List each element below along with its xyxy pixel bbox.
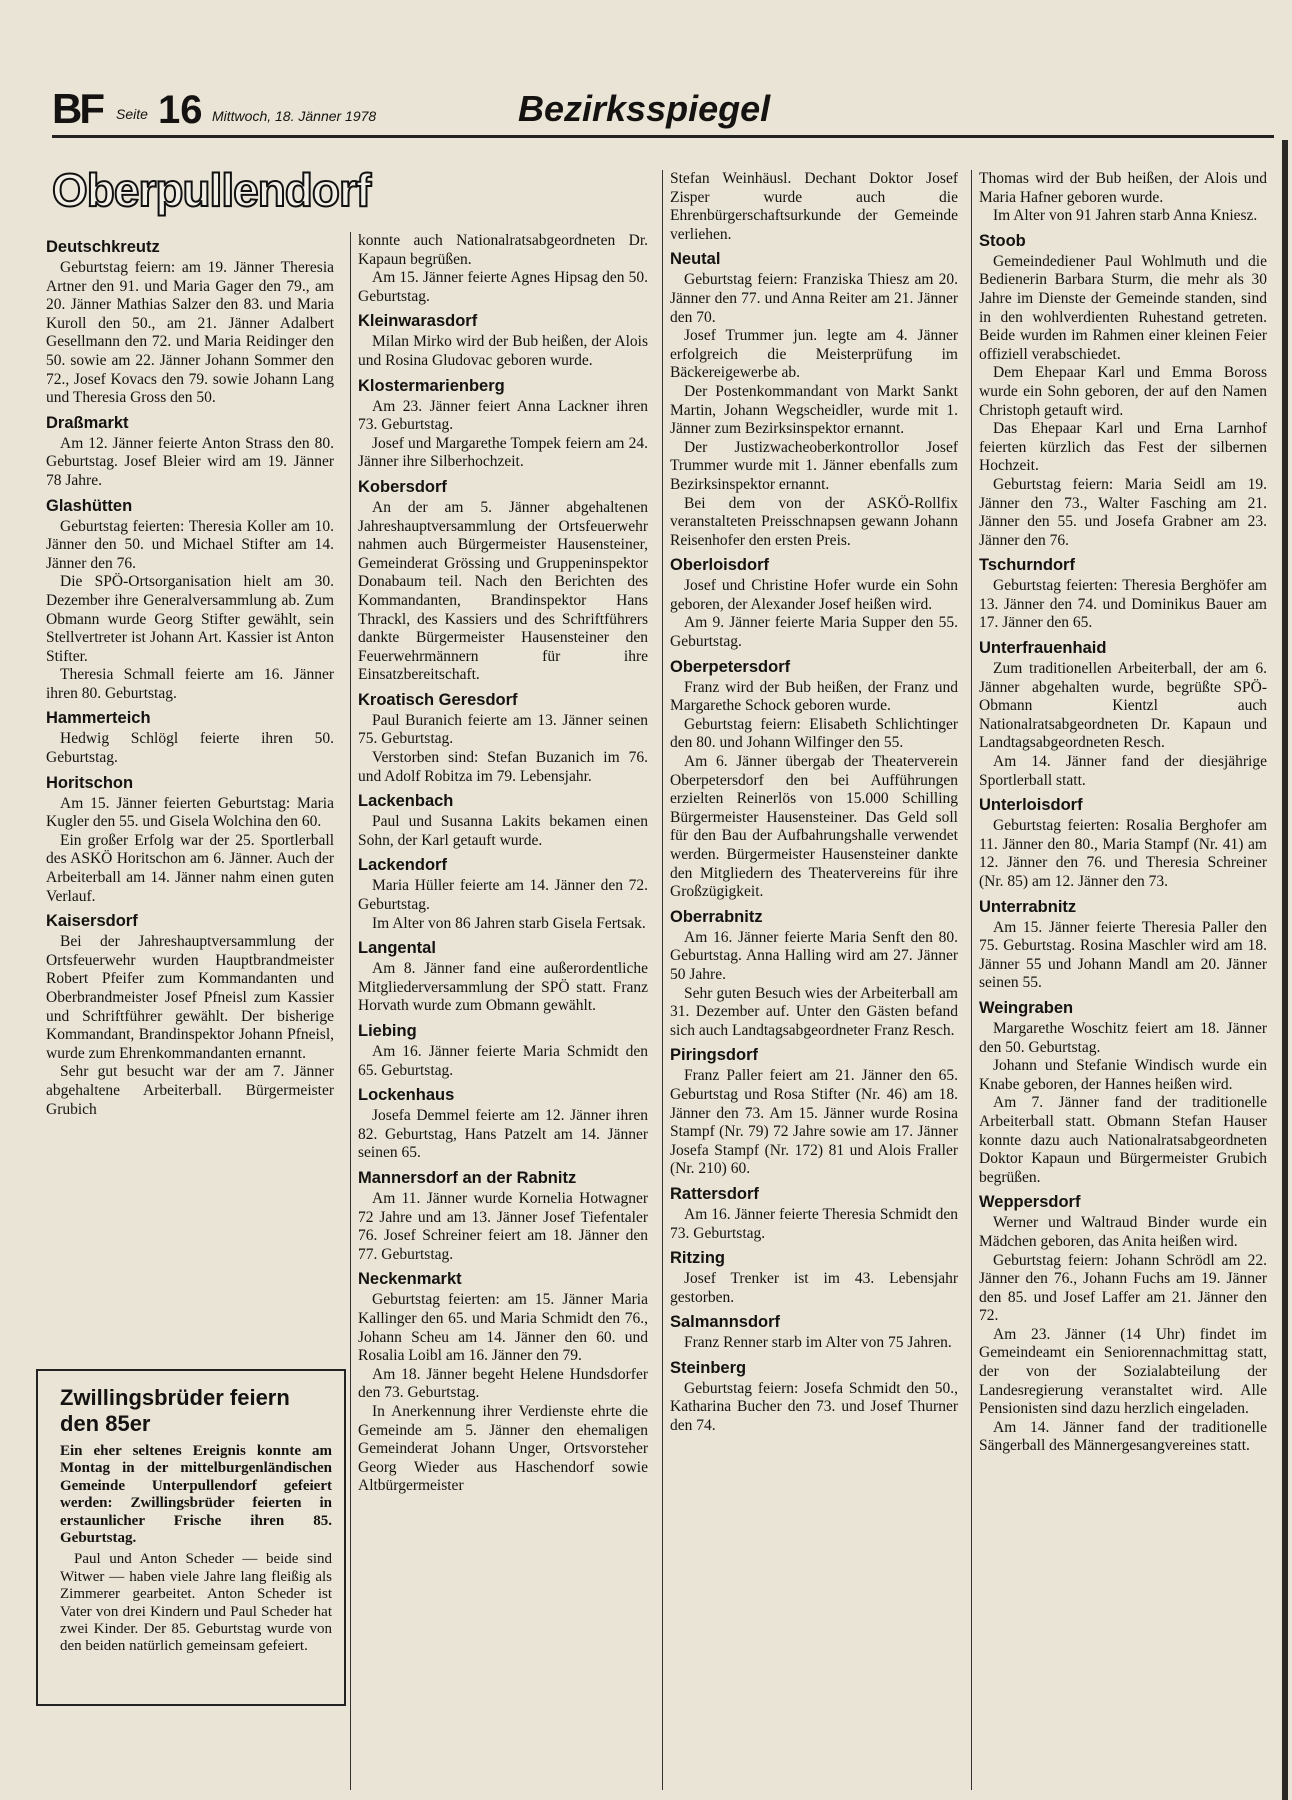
article <box>358 1168 648 1264</box>
place-heading: Draßmarkt <box>46 413 129 432</box>
article-paragraph: Am 7. Jänner fand der traditionelle Arbeiterball statt. Obmann Stefan Hauser konnte dazu auch Nationalratsabgeordneten Doktor Kapaun und Bürgermeister Grubich begrüßen. <box>979 1094 1267 1186</box>
article-paragraph: Am 15. Jänner feierten Geburtstag: Maria Kugler den 55. und Gisela Wolchina den 60. <box>46 794 334 831</box>
article-paragraph: Am 15. Jänner feierte Agnes Hipsag den 50. Geburtstag. <box>358 269 648 305</box>
article-paragraph: Maria Hüller feierte am 14. Jänner den 72. Geburtstag. <box>358 877 648 914</box>
place-heading: Hammerteich <box>46 709 151 728</box>
article-paragraph: Sehr gut besucht war der am 7. Jänner abgehaltene Arbeiterball. Bürgermeister Grubich <box>46 1063 334 1118</box>
article-paragraph: Bei der Jahreshauptversammlung der Ortsfeuerwehr wurden Hauptbrandmeister Robert Pfeifer zum Kommandanten und Oberbrandmeister Josef Pfneisl zum Kassier und Schriftführer gewählt. Der bisherige Kommandant, Brandinspektor Johann Pfneisl, wurde zum Ehrenkommandanten ernannt. <box>46 933 334 1062</box>
article-paragraph: Dem Ehepaar Karl und Emma Boross wurde ein Sohn geboren, der auf den Namen Christoph getauft wird. <box>979 364 1267 419</box>
place-heading: Lackenbach <box>358 792 454 811</box>
place-heading: Deutschkreutz <box>46 238 160 256</box>
article-paragraph: Gemeindediener Paul Wohlmuth und die Bedienerin Barbara Sturm, die mehr als 30 Jahre im Dienste der Gemeinde standen, sind in den wohlverdienten Ruhestand getreten. Beide wurden im Rahmen einer kleinen Feier offiziell verabschiedet. <box>979 252 1267 363</box>
article-paragraph: Geburtstag feierten: am 15. Jänner Maria Kallinger den 65. und Maria Schmidt den 76., Johann Scheu am 14. Jänner den 60. und Rosalia Loibl am 16. Jänner den 79. <box>358 1291 648 1365</box>
page-label: Seite <box>116 106 148 122</box>
place-heading: Liebing <box>358 1022 417 1040</box>
feature-body: Paul und Anton Scheder — beide sind Witwer — haben viele Jahre lang fleißig als Zimmerer gearbeitet. Anton Scheder ist Vater von drei Kindern und Paul Scheder hat zwei Kinder. Der 85. Geburtstag wurde von den beiden natürlich gemeinsam gefeiert. <box>60 1551 332 1655</box>
article-paragraph: Hedwig Schlögl feierte ihren 50. Geburtstag. <box>46 730 334 767</box>
article-paragraph: Geburtstag feiern: am 19. Jänner Theresia Artner den 91. und Maria Gager den 79., am 20. Jänner Mathias Salzer den 83. und Maria Kuroll den 50., am 21. Jänner Adalbert Gesellmann den 72. und Maria Reidinger den 50. sowie am 22. Jänner Johann Sommer den 72., Josef Kovacs den 79. sowie Johann Lang und Theresia Gross den 50. <box>46 259 334 407</box>
brand-logo: BF <box>52 85 102 132</box>
district-masthead: Oberpullendorf <box>52 164 371 216</box>
feature-headline: Zwillingsbrüder feiern den 85er <box>60 1385 290 1436</box>
place-heading: Unterloisdorf <box>979 796 1083 815</box>
article-paragraph: Geburtstag feierten: Theresia Berghöfer am 13. Jänner den 74. und Dominikus Bauer am 17. Jänner den 65. <box>979 577 1267 632</box>
article-paragraph: Margarethe Woschitz feiert am 18. Jänner den 50. Geburtstag. <box>979 1019 1267 1056</box>
article-paragraph: Stefan Weinhäusl. Dechant Doktor Josef Zisper wurde auch die Ehrenbürgerschaftsurkunde der Gemeinde verliehen. <box>670 170 958 243</box>
article-paragraph: Am 14. Jänner fand der diesjährige Sportlerball statt. <box>979 753 1267 789</box>
article-paragraph: Zum traditionellen Arbeiterball, der am 6. Jänner abgehalten wurde, begrüßte SPÖ-Obmann Kientzl auch Nationalratsabgeordneten Dr. Kapaun und Landtagsabgeordneten Resch. <box>979 660 1267 752</box>
article-paragraph: An der am 5. Jänner abgehaltenen Jahreshauptversammlung der Ortsfeuerwehr nahmen auch Bürgermeister Hausensteiner, Gemeinderat Grössing und Gruppeninspektor Donabaum teil. Nach den Berichten des Kommandanten, Brandinspektor Hans Thrackl, des Kassiers und des Schriftführers dankte Bürgermeister Hausensteiner den Feuerwehrmännern für ihre Einsatzbereitschaft. <box>358 498 648 684</box>
header-rule <box>52 135 1274 138</box>
place-heading: Unterrabnitz <box>979 897 1077 916</box>
article <box>670 1312 958 1353</box>
article <box>358 376 648 472</box>
article <box>670 1184 958 1243</box>
article-paragraph: Geburtstag feiern: Johann Schrödl am 22. Jänner den 76., Johann Fuchs am 19. Jänner den 85. und Josef Laffer am 21. Jänner den 72. <box>979 1251 1267 1325</box>
article-paragraph: Josef und Christine Hofer wurde ein Sohn geboren, der Alexander Josef heißen wird. <box>670 577 958 613</box>
article-paragraph: Geburtstag feierten: Rosalia Berghofer am 11. Jänner den 80., Maria Stampf (Nr. 41) am 12. Jänner den 76. und Theresia Schreiner (Nr. 85) am 12. Jänner den 73. <box>979 817 1267 890</box>
article-paragraph: Am 6. Jänner übergab der Theaterverein Oberpetersdorf den bei Aufführungen erzielten Reinerlös von 15.000 Schilling Bürgermeister Hausensteiner. Das Geld soll für den Bau der Aufbahrungshalle verwendet werden. Bürgermeister Hausensteiner dankte den Mitgliedern des Theatervereins für ihre Großzügigkeit. <box>670 753 958 901</box>
place-heading: Piringsdorf <box>670 1046 759 1065</box>
article-paragraph: konnte auch Nationalratsabgeordneten Dr. Kapaun begrüßen. <box>358 232 648 268</box>
article <box>46 237 334 408</box>
section-title: Bezirksspiegel <box>518 88 771 129</box>
article-paragraph: Am 16. Jänner feierte Maria Senft den 80. Geburtstag. Anna Halling wird am 27. Jänner 50 Jahre. <box>670 928 958 983</box>
article <box>670 170 958 244</box>
article <box>979 555 1267 633</box>
article <box>670 1248 958 1307</box>
article-paragraph: Das Ehepaar Karl und Erna Larnhof feierten kürzlich das Fest der silbernen Hochzeit. <box>979 420 1267 475</box>
article-paragraph: Franz Paller feiert am 21. Jänner den 65. Geburtstag und Rosa Stifter (Nr. 46) am 18. Jänner den 73. Am 15. Jänner wurde Rosina Stampf (Nr. 79) 72 Jahre sowie am 17. Jänner Josefa Stampf (Nr. 172) 81 und Alois Fraller (Nr. 210) 60. <box>670 1067 958 1178</box>
article-paragraph: Franz wird der Bub heißen, der Franz und Margarethe Schock geboren wurde. <box>670 678 958 715</box>
article-paragraph: Geburtstag feiern: Maria Seidl am 19. Jänner den 73., Walter Fasching am 21. Jänner den 55. und Josefa Grabner am 23. Jänner den 76. <box>979 475 1267 549</box>
article-paragraph: Im Alter von 91 Jahren starb Anna Kniesz. <box>993 207 1258 225</box>
article <box>358 855 648 933</box>
article-paragraph: Theresia Schmall feierte am 16. Jänner ihren 80. Geburtstag. <box>46 666 334 702</box>
article <box>358 690 648 786</box>
column-divider <box>662 170 663 1790</box>
article <box>670 657 958 902</box>
article-paragraph: Thomas wird der Bub heißen, der Alois und Maria Hafner geboren wurde. <box>979 170 1267 206</box>
article-paragraph: Am 8. Jänner fand eine außerordentliche Mitgliederversammlung der SPÖ statt. Franz Horvath wurde zum Obmann gewählt. <box>358 960 648 1015</box>
article-paragraph: Ein großer Erfolg war der 25. Sportlerball des ASKÖ Horitschon am 6. Jänner. Auch der Arbeiterball am 14. Jänner nahm einen guten Verlauf. <box>46 831 334 905</box>
place-heading: Lockenhaus <box>358 1086 455 1105</box>
article <box>358 938 648 1016</box>
page-header <box>52 86 1262 138</box>
place-heading: Horitschon <box>46 773 134 792</box>
place-heading: Langental <box>358 939 436 958</box>
place-heading: Steinberg <box>670 1358 747 1377</box>
article-column <box>46 232 334 1352</box>
issue-date: Mittwoch, 18. Jänner 1978 <box>212 108 377 124</box>
article-paragraph: Josef Trenker ist im 43. Lebensjahr gestorben. <box>670 1270 958 1306</box>
place-heading: Kleinwarasdorf <box>358 312 478 331</box>
article-paragraph: Der Postenkommandant von Markt Sankt Martin, Johann Wegscheidler, wurde mit 1. Jänner zum Bezirksinspektor ernannt. <box>670 382 958 438</box>
feature-lead: Ein eher seltenes Ereignis konnte am Montag in der mittelburgenländischen Gemeinde Unterpullendorf gefeiert werden: Zwillingsbrüder feierten in erstaunlicher Frische ihren 85. Geburtstag. <box>60 1443 332 1547</box>
article <box>358 232 648 306</box>
page-edge-band <box>1282 140 1288 1800</box>
article <box>358 1085 648 1163</box>
article-paragraph: Der Justizwacheoberkontrollor Josef Trummer wurde mit 1. Jänner ebenfalls zum Bezirksinspektor ernannt. <box>670 438 958 493</box>
article-paragraph: Johann und Stefanie Windisch wurde ein Knabe geboren, der Hannes heißen wird. <box>979 1057 1267 1093</box>
place-heading: Oberrabnitz <box>670 907 763 926</box>
article <box>358 477 648 685</box>
place-heading: Klostermarienberg <box>358 376 505 395</box>
place-heading: Weppersdorf <box>979 1193 1081 1212</box>
article-paragraph: Geburtstag feiern: Josefa Schmidt den 50., Katharina Bucher den 73. und Josef Thurner den 74. <box>670 1379 958 1435</box>
article-paragraph: Am 12. Jänner feierte Anton Strass den 80. Geburtstag. Josef Bleier wird am 19. Jänner 78 Jahre. <box>46 434 334 489</box>
article <box>46 496 334 704</box>
place-heading: Unterfrauenhaid <box>979 639 1107 658</box>
place-heading: Stoob <box>979 231 1026 250</box>
article-paragraph: Am 18. Jänner begeht Helene Hundsdorfer den 73. Geburtstag. <box>358 1365 648 1402</box>
article <box>979 638 1267 790</box>
article <box>979 795 1267 891</box>
article-paragraph: Im Alter von 86 Jahren starb Gisela Fertsak. <box>372 914 646 932</box>
place-heading: Tschurndorf <box>979 556 1075 575</box>
article-paragraph: Josef und Margarethe Tompek feiern am 24. Jänner ihre Silberhochzeit. <box>358 434 648 471</box>
article-paragraph: Geburtstag feiern: Elisabeth Schlichtinger den 80. und Johann Wilfinger den 55. <box>670 715 958 752</box>
place-heading: Glashütten <box>46 496 133 515</box>
article-paragraph: Sehr guten Besuch wies der Arbeiterball am 31. Dezember auf. Unter den Gästen befand sich auch Landtagsabgeordneter Franz Resch. <box>670 984 958 1039</box>
place-heading: Weingraben <box>979 998 1074 1017</box>
article-paragraph: Milan Mirko wird der Bub heißen, der Alois und Rosina Gludovac geboren wurde. <box>358 333 648 369</box>
place-heading: Salmannsdorf <box>670 1313 781 1332</box>
article-paragraph: Josef Trummer jun. legte am 4. Jänner erfolgreich die Meisterprüfung im Bäckereigewerbe ab. <box>670 327 958 382</box>
place-heading: Neutal <box>670 250 721 269</box>
article-paragraph: Am 15. Jänner feierte Theresia Paller den 75. Geburtstag. Rosina Maschler wird am 18. Jänner 55 und Johann Mandl am 20. Jänner seinen 55. <box>979 918 1267 992</box>
article-paragraph: Am 14. Jänner fand der traditionelle Sängerball des Männergesangvereines statt. <box>979 1418 1267 1455</box>
article-paragraph: Paul Buranich feierte am 13. Jänner seinen 75. Geburtstag. <box>358 711 648 748</box>
article <box>670 907 958 1041</box>
place-heading: Oberpetersdorf <box>670 657 791 676</box>
article <box>46 911 334 1119</box>
place-heading: Mannersdorf an der Rabnitz <box>358 1168 577 1187</box>
article-paragraph: Am 11. Jänner wurde Kornelia Hotwagner 72 Jahre und am 13. Jänner Josef Tiefentaler 76. Josef Schreiner feiert am 18. Jänner den 77. Geburtstag. <box>358 1189 648 1263</box>
article <box>979 1192 1267 1456</box>
article <box>358 1021 648 1080</box>
article-column <box>670 170 958 1790</box>
article-column <box>358 232 648 1790</box>
article-paragraph: Verstorben sind: Stefan Buzanich im 76. und Adolf Robitza im 79. Lebensjahr. <box>358 749 648 785</box>
article <box>979 231 1267 551</box>
article <box>670 555 958 651</box>
article <box>979 170 1267 226</box>
article <box>46 773 334 907</box>
article-paragraph: Am 23. Jänner (14 Uhr) findet im Gemeindeamt ein Seniorennachmittag statt, der von der Sozialabteilung der Landesregierung veranstaltet wird. Alle Pensionisten sind dazu herzlich eingeladen. <box>979 1325 1267 1418</box>
article <box>358 311 648 370</box>
column-divider <box>971 170 972 1790</box>
article <box>979 998 1267 1187</box>
page-number: 16 <box>158 88 203 132</box>
article <box>46 413 334 491</box>
place-heading: Rattersdorf <box>670 1184 759 1203</box>
article-paragraph: Am 23. Jänner feiert Anna Lackner ihren 73. Geburtstag. <box>358 397 648 434</box>
place-heading: Lackendorf <box>358 856 447 875</box>
article <box>670 1045 958 1179</box>
article <box>46 708 334 767</box>
article <box>670 1358 958 1436</box>
article-paragraph: Am 16. Jänner feierte Theresia Schmidt den 73. Geburtstag. <box>670 1205 958 1242</box>
article <box>670 249 958 550</box>
article <box>358 1269 648 1496</box>
article <box>358 791 648 850</box>
article-paragraph: Am 9. Jänner feierte Maria Supper den 55. Geburtstag. <box>670 614 958 651</box>
place-heading: Kobersdorf <box>358 477 447 496</box>
article-paragraph: Am 16. Jänner feierte Maria Schmidt den 65. Geburtstag. <box>358 1043 648 1079</box>
article-paragraph: Geburtstag feiern: Franziska Thiesz am 20. Jänner den 77. und Anna Reiter am 21. Jänner den 70. <box>670 271 958 326</box>
article-paragraph: Paul und Susanna Lakits bekamen einen Sohn, der Karl getauft wurde. <box>358 813 648 849</box>
place-heading: Kaisersdorf <box>46 912 138 931</box>
column-divider <box>350 232 351 1790</box>
article <box>979 897 1267 993</box>
place-heading: Ritzing <box>670 1249 725 1268</box>
article-column <box>979 170 1267 1790</box>
article-paragraph: Josefa Demmel feierte am 12. Jänner ihren 82. Geburtstag, Hans Patzelt am 14. Jänner seinen 65. <box>358 1107 648 1162</box>
article-paragraph: Bei dem von der ASKÖ-Rollfix veranstalteten Preisschnapsen gewann Johann Reisenhofer den ersten Preis. <box>670 494 958 549</box>
article-paragraph: Franz Renner starb im Alter von 75 Jahren. <box>684 1334 952 1352</box>
place-heading: Oberloisdorf <box>670 556 770 575</box>
article-paragraph: In Anerkennung ihrer Verdienste ehrte die Gemeinde am 5. Jänner den ehemaligen Gemeinderat Johann Unger, Ortsvorsteher Georg Wieder aus Haschendorf sowie Altbürgermeister <box>358 1402 648 1495</box>
place-heading: Kroatisch Geresdorf <box>358 690 518 709</box>
place-heading: Neckenmarkt <box>358 1270 462 1289</box>
article-paragraph: Werner und Waltraud Binder wurde ein Mädchen geboren, das Anita heißen wird. <box>979 1214 1267 1250</box>
article-paragraph: Die SPÖ-Ortsorganisation hielt am 30. Dezember ihre Generalversammlung ab. Zum Obmann wurde Georg Stifter gewählt, sein Stellvertreter ist Johann Art. Kassier ist Anton Stifter. <box>46 573 334 665</box>
feature-box <box>36 1369 346 1706</box>
article-paragraph: Geburtstag feierten: Theresia Koller am 10. Jänner den 50. und Michael Stifter am 14. Jänner den 76. <box>46 517 334 572</box>
